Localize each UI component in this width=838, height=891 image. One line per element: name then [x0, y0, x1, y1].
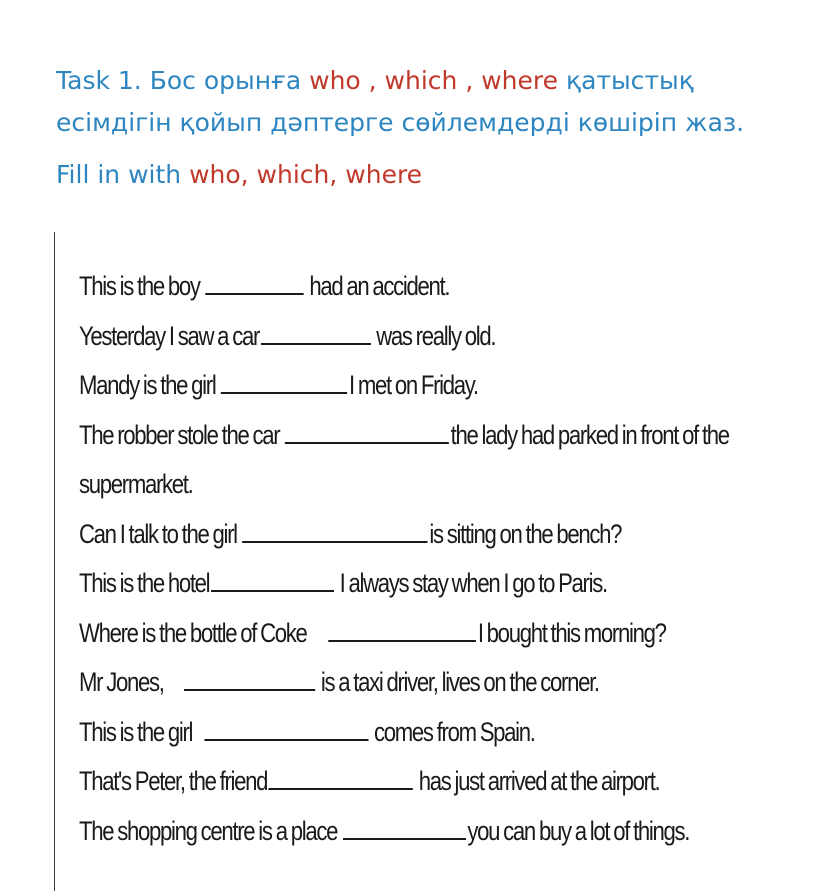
task-title-line [56, 60, 826, 102]
answer-blank[interactable] [242, 519, 427, 543]
worksheet-panel [54, 232, 838, 891]
answer-blank[interactable] [329, 618, 477, 642]
answer-blank[interactable] [184, 667, 315, 691]
answer-blank[interactable] [343, 816, 466, 840]
sentence-7 [79, 609, 838, 659]
task-title-line-2: есімдігін қойып дәптерге сөйлемдерді көшіріп жаз. [56, 108, 745, 137]
sentence-text: supermarket. [79, 469, 193, 499]
sentence-9 [79, 708, 838, 758]
sentence-text: the lady had parked in front of the [450, 419, 729, 450]
sentence-3 [79, 361, 838, 411]
sentence-text: is sitting on the bench? [429, 518, 622, 549]
sentence-text: I bought this morning? [477, 617, 666, 648]
sentence-text: Mandy is the girl [79, 370, 216, 400]
sentence-4-continued [79, 460, 838, 510]
sentence-text: The shopping centre is a place [79, 815, 338, 846]
fill-in-prefix: Fill in with [56, 160, 190, 189]
sentence-6 [79, 559, 838, 609]
answer-blank[interactable] [285, 420, 449, 444]
task-instructions [56, 60, 826, 196]
sentence-text: comes from Spain. [374, 716, 535, 747]
sentence-1 [79, 262, 838, 312]
sentence-text: Mr Jones, [79, 667, 164, 697]
task-title-prefix: Task 1. Бос орынға [56, 66, 310, 95]
sentence-8 [79, 658, 838, 708]
sentence-text: This is the boy [79, 271, 200, 301]
answer-blank[interactable] [269, 766, 413, 790]
sentence-text: Where is the bottle of Coke [79, 617, 307, 648]
sentence-10 [79, 757, 838, 807]
sentence-text: was really old. [376, 320, 496, 351]
sentence-text: This is the hotel [79, 568, 210, 598]
sentence-4 [79, 411, 838, 461]
task-keywords: who , which , where [309, 66, 559, 95]
sentence-2 [79, 312, 838, 362]
sentence-text: had an accident. [309, 271, 450, 301]
task-title-suffix: қатыстық [558, 66, 694, 95]
sentence-text: Can I talk to the girl [79, 518, 237, 549]
sentence-text: I met on Friday. [349, 370, 478, 400]
sentence-5 [79, 510, 838, 560]
answer-blank[interactable] [211, 568, 334, 592]
sentence-text: is a taxi driver, lives on the corner. [320, 667, 599, 697]
sentence-list [79, 262, 838, 856]
fill-in-instruction [56, 154, 826, 196]
sentence-text: This is the girl [79, 716, 193, 747]
answer-blank[interactable] [221, 370, 347, 394]
answer-blank[interactable] [205, 271, 303, 295]
sentence-text: Yesterday I saw a car [79, 320, 260, 351]
sentence-11 [79, 807, 838, 857]
sentence-text: The robber stole the car [79, 419, 280, 450]
fill-in-keywords: who, which, where [189, 160, 423, 189]
sentence-text: you can buy a lot of things. [467, 815, 690, 846]
sentence-text: That's Peter, the friend [79, 766, 268, 796]
answer-blank[interactable] [261, 321, 371, 345]
sentence-text: I always stay when I go to Paris. [339, 568, 607, 598]
answer-blank[interactable] [204, 717, 368, 741]
sentence-text: has just arrived at the airport. [418, 766, 660, 796]
